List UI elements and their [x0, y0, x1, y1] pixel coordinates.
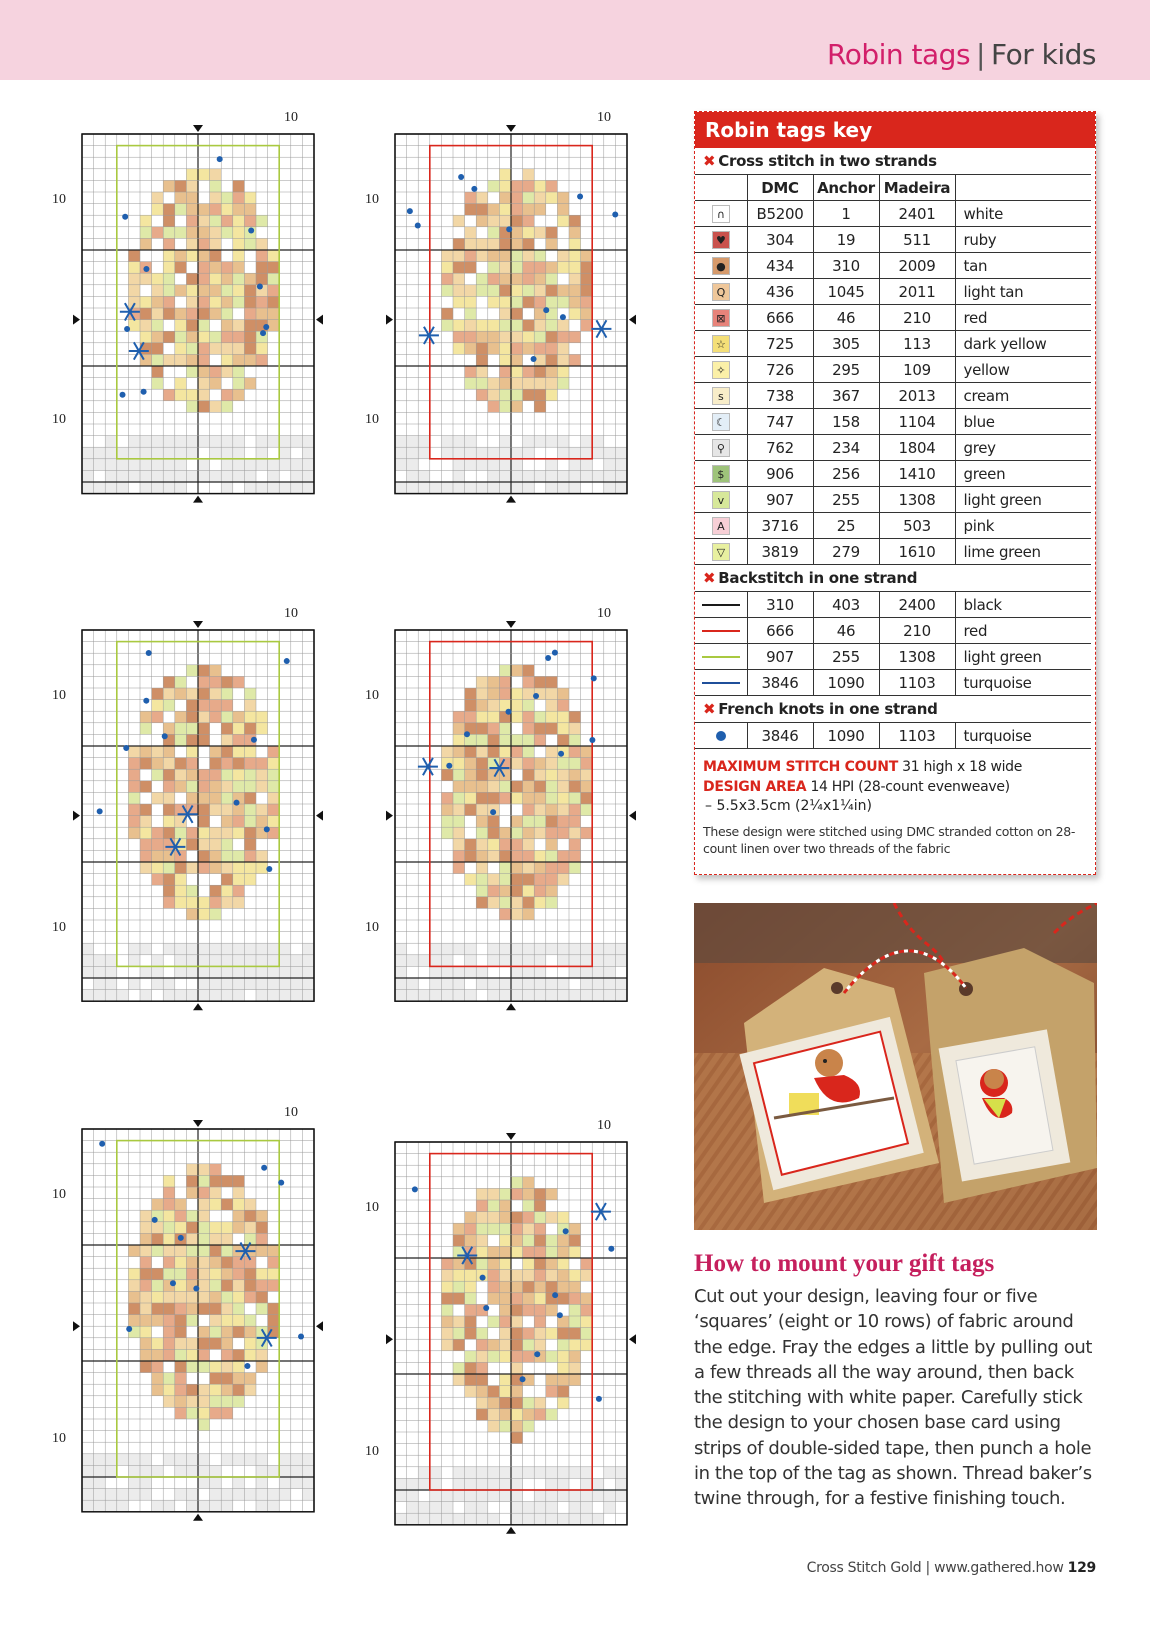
- centre-arrow-icon: [506, 496, 516, 503]
- stitch-symbol-icon: ✧: [712, 361, 730, 379]
- centre-arrow-icon: [316, 315, 323, 325]
- chart-grid: [72, 124, 324, 507]
- chart-grid: [72, 620, 324, 1012]
- french-knots-heading: ✖ French knots in one strand: [703, 700, 938, 718]
- cross-stitch-chart: [72, 620, 324, 1012]
- cross-mark-icon: ✖: [703, 152, 716, 170]
- col-anchor: Anchor: [813, 175, 879, 201]
- stitch-note: These design were stitched using DMC stranded cotton on 28-count linen over two threads of the fabric: [703, 824, 1076, 856]
- centre-arrow-icon: [506, 125, 516, 132]
- french-knot-row: 3846 1090 1103 turquoise: [695, 723, 1091, 749]
- grid-count-label: 10: [365, 688, 379, 703]
- col-dmc: DMC: [747, 175, 813, 201]
- centre-arrow-icon: [193, 1514, 203, 1521]
- key-title: Robin tags key: [695, 112, 1095, 148]
- key-row: ☆ 725 305 113 dark yellow: [695, 331, 1091, 357]
- chart-grid: [385, 620, 637, 1012]
- backstitch-row: 907 255 1308 light green: [695, 644, 1091, 670]
- stitch-symbol-icon: Q: [712, 283, 730, 301]
- centre-arrow-icon: [193, 1003, 203, 1010]
- grid-count-label: 10: [365, 1443, 379, 1459]
- backstitch-table: [695, 591, 1091, 696]
- category-name: For kids: [990, 38, 1096, 71]
- centre-arrow-icon: [386, 315, 393, 325]
- magazine-name: Cross Stitch Gold: [806, 1560, 922, 1576]
- key-notes: [695, 749, 1095, 857]
- stitch-symbol-icon: ⊠: [712, 309, 730, 327]
- key-row: ▽ 3819 279 1610 lime green: [695, 539, 1091, 565]
- stitch-symbol-icon: ∩: [712, 205, 730, 223]
- grid-count-label: 10: [284, 606, 298, 621]
- chart-grid: [72, 1119, 324, 1522]
- stitch-symbol-icon: ●: [712, 257, 730, 275]
- key-row: ⚲ 762 234 1804 grey: [695, 435, 1091, 461]
- section-title: [827, 38, 1096, 71]
- cross-stitch-chart: [385, 1132, 637, 1535]
- key-row: v 907 255 1308 light green: [695, 487, 1091, 513]
- cross-stitch-chart: [385, 620, 637, 1012]
- centre-arrow-icon: [386, 811, 393, 821]
- centre-arrow-icon: [506, 1527, 516, 1534]
- cross-stitch-chart: [385, 124, 637, 507]
- cross-stitch-heading: ✖ Cross stitch in two strands: [703, 152, 937, 170]
- backstitch-row: 310 403 2400 black: [695, 592, 1091, 618]
- cross-stitch-chart: [72, 1119, 324, 1522]
- backstitch-line-icon: [702, 604, 740, 606]
- cross-mark-icon: ✖: [703, 700, 716, 718]
- key-row: ● 434 310 2009 tan: [695, 253, 1091, 279]
- grid-count-label: 10: [365, 412, 379, 428]
- grid-count-label: 10: [365, 192, 379, 207]
- grid-count-label: 10: [597, 606, 611, 621]
- howto-title: How to mount your gift tags: [694, 1250, 995, 1277]
- backstitch-row: 666 46 210 red: [695, 618, 1091, 644]
- design-area: DESIGN AREA 14 HPI (28-count evenweave): [703, 779, 1010, 795]
- grid-count-label: 10: [52, 412, 66, 428]
- gift-tags-photo-illustration: [694, 903, 1097, 1230]
- col-madeira: Madeira: [879, 175, 955, 201]
- stitch-symbol-icon: ☾: [712, 413, 730, 431]
- backstitch-row: 3846 1090 1103 turquoise: [695, 670, 1091, 696]
- grid-count-label: 10: [597, 110, 611, 125]
- french-knots-table: [695, 722, 1091, 749]
- key-row: ♥ 304 19 511 ruby: [695, 227, 1091, 253]
- gift-tags-photo: [694, 903, 1097, 1230]
- centre-arrow-icon: [316, 811, 323, 821]
- centre-arrow-icon: [386, 1334, 393, 1344]
- stitch-symbol-icon: A: [712, 517, 730, 535]
- key-header-row: [695, 175, 1091, 201]
- centre-arrow-icon: [629, 1334, 636, 1344]
- stitch-symbol-icon: s: [712, 387, 730, 405]
- grid-count-label: 10: [52, 688, 66, 703]
- grid-count-label: 10: [52, 192, 66, 207]
- grid-count-label: 10: [52, 920, 66, 935]
- centre-arrow-icon: [506, 1003, 516, 1010]
- backstitch-line-icon: [702, 656, 740, 658]
- key-row: ⊠ 666 46 210 red: [695, 305, 1091, 331]
- centre-arrow-icon: [506, 1133, 516, 1140]
- backstitch-line-icon: [702, 682, 740, 684]
- max-stitch-count: MAXIMUM STITCH COUNT 31 high x 18 wide: [703, 759, 1023, 775]
- stitch-symbol-icon: $: [712, 465, 730, 483]
- centre-arrow-icon: [73, 315, 80, 325]
- grid-count-label: 10: [52, 1430, 66, 1446]
- cross-stitch-table: [695, 174, 1091, 565]
- key-row: ∩ B5200 1 2401 white: [695, 201, 1091, 227]
- title-separator: |: [976, 38, 985, 71]
- backstitch-heading: ✖ Backstitch in one strand: [703, 569, 918, 587]
- centre-arrow-icon: [629, 811, 636, 821]
- grid-count-label: 10: [365, 1200, 379, 1215]
- key-row: s 738 367 2013 cream: [695, 383, 1091, 409]
- centre-arrow-icon: [316, 1321, 323, 1331]
- backstitch-line-icon: [702, 630, 740, 632]
- grid-count-label: 10: [284, 1105, 298, 1120]
- centre-arrow-icon: [193, 621, 203, 628]
- french-knot-dot-icon: [716, 731, 726, 741]
- grid-count-label: 10: [365, 920, 379, 935]
- chart-grid: [385, 124, 637, 507]
- centre-arrow-icon: [193, 496, 203, 503]
- stitch-symbol-icon: ⚲: [712, 439, 730, 457]
- stitch-symbol-icon: ♥: [712, 231, 730, 249]
- key-row: ☾ 747 158 1104 blue: [695, 409, 1091, 435]
- howto-body: Cut out your design, leaving four or five ‘squares’ (eight or 10 rows) of fabric around the edge. Fray the edges a little by pulling out a few threads all the way around, then back the stitching with white paper. Carefully stick the design to your chosen base card using strips of double-sided tape, then punch a hole in the top of the tag as shown. Thread baker’s twine through, for a festive finishing touch.: [694, 1286, 1093, 1510]
- centre-arrow-icon: [193, 1120, 203, 1127]
- key-row: ✧ 726 295 109 yellow: [695, 357, 1091, 383]
- page-footer: [807, 1560, 1096, 1576]
- stitch-symbol-icon: ▽: [712, 543, 730, 561]
- centre-arrow-icon: [73, 811, 80, 821]
- section-name: Robin tags: [827, 38, 971, 71]
- page-number: 129: [1067, 1560, 1096, 1576]
- footer-separator: |: [925, 1560, 930, 1576]
- chart-grid: [385, 1132, 637, 1535]
- stitch-symbol-icon: v: [712, 491, 730, 509]
- grid-count-label: 10: [52, 1187, 66, 1202]
- centre-arrow-icon: [629, 315, 636, 325]
- centre-arrow-icon: [506, 621, 516, 628]
- centre-arrow-icon: [73, 1321, 80, 1331]
- cross-stitch-chart: [72, 124, 324, 507]
- key-row: A 3716 25 503 pink: [695, 513, 1091, 539]
- stitch-symbol-icon: ☆: [712, 335, 730, 353]
- cross-mark-icon: ✖: [703, 569, 716, 587]
- key-row: $ 906 256 1410 green: [695, 461, 1091, 487]
- grid-count-label: 10: [597, 1118, 611, 1133]
- grid-count-label: 10: [284, 110, 298, 125]
- website-url: www.gathered.how: [934, 1560, 1064, 1576]
- key-row: Q 436 1045 2011 light tan: [695, 279, 1091, 305]
- centre-arrow-icon: [193, 125, 203, 132]
- design-size: – 5.5x3.5cm (2¼x1¼in): [705, 798, 872, 814]
- key-box: [694, 111, 1096, 875]
